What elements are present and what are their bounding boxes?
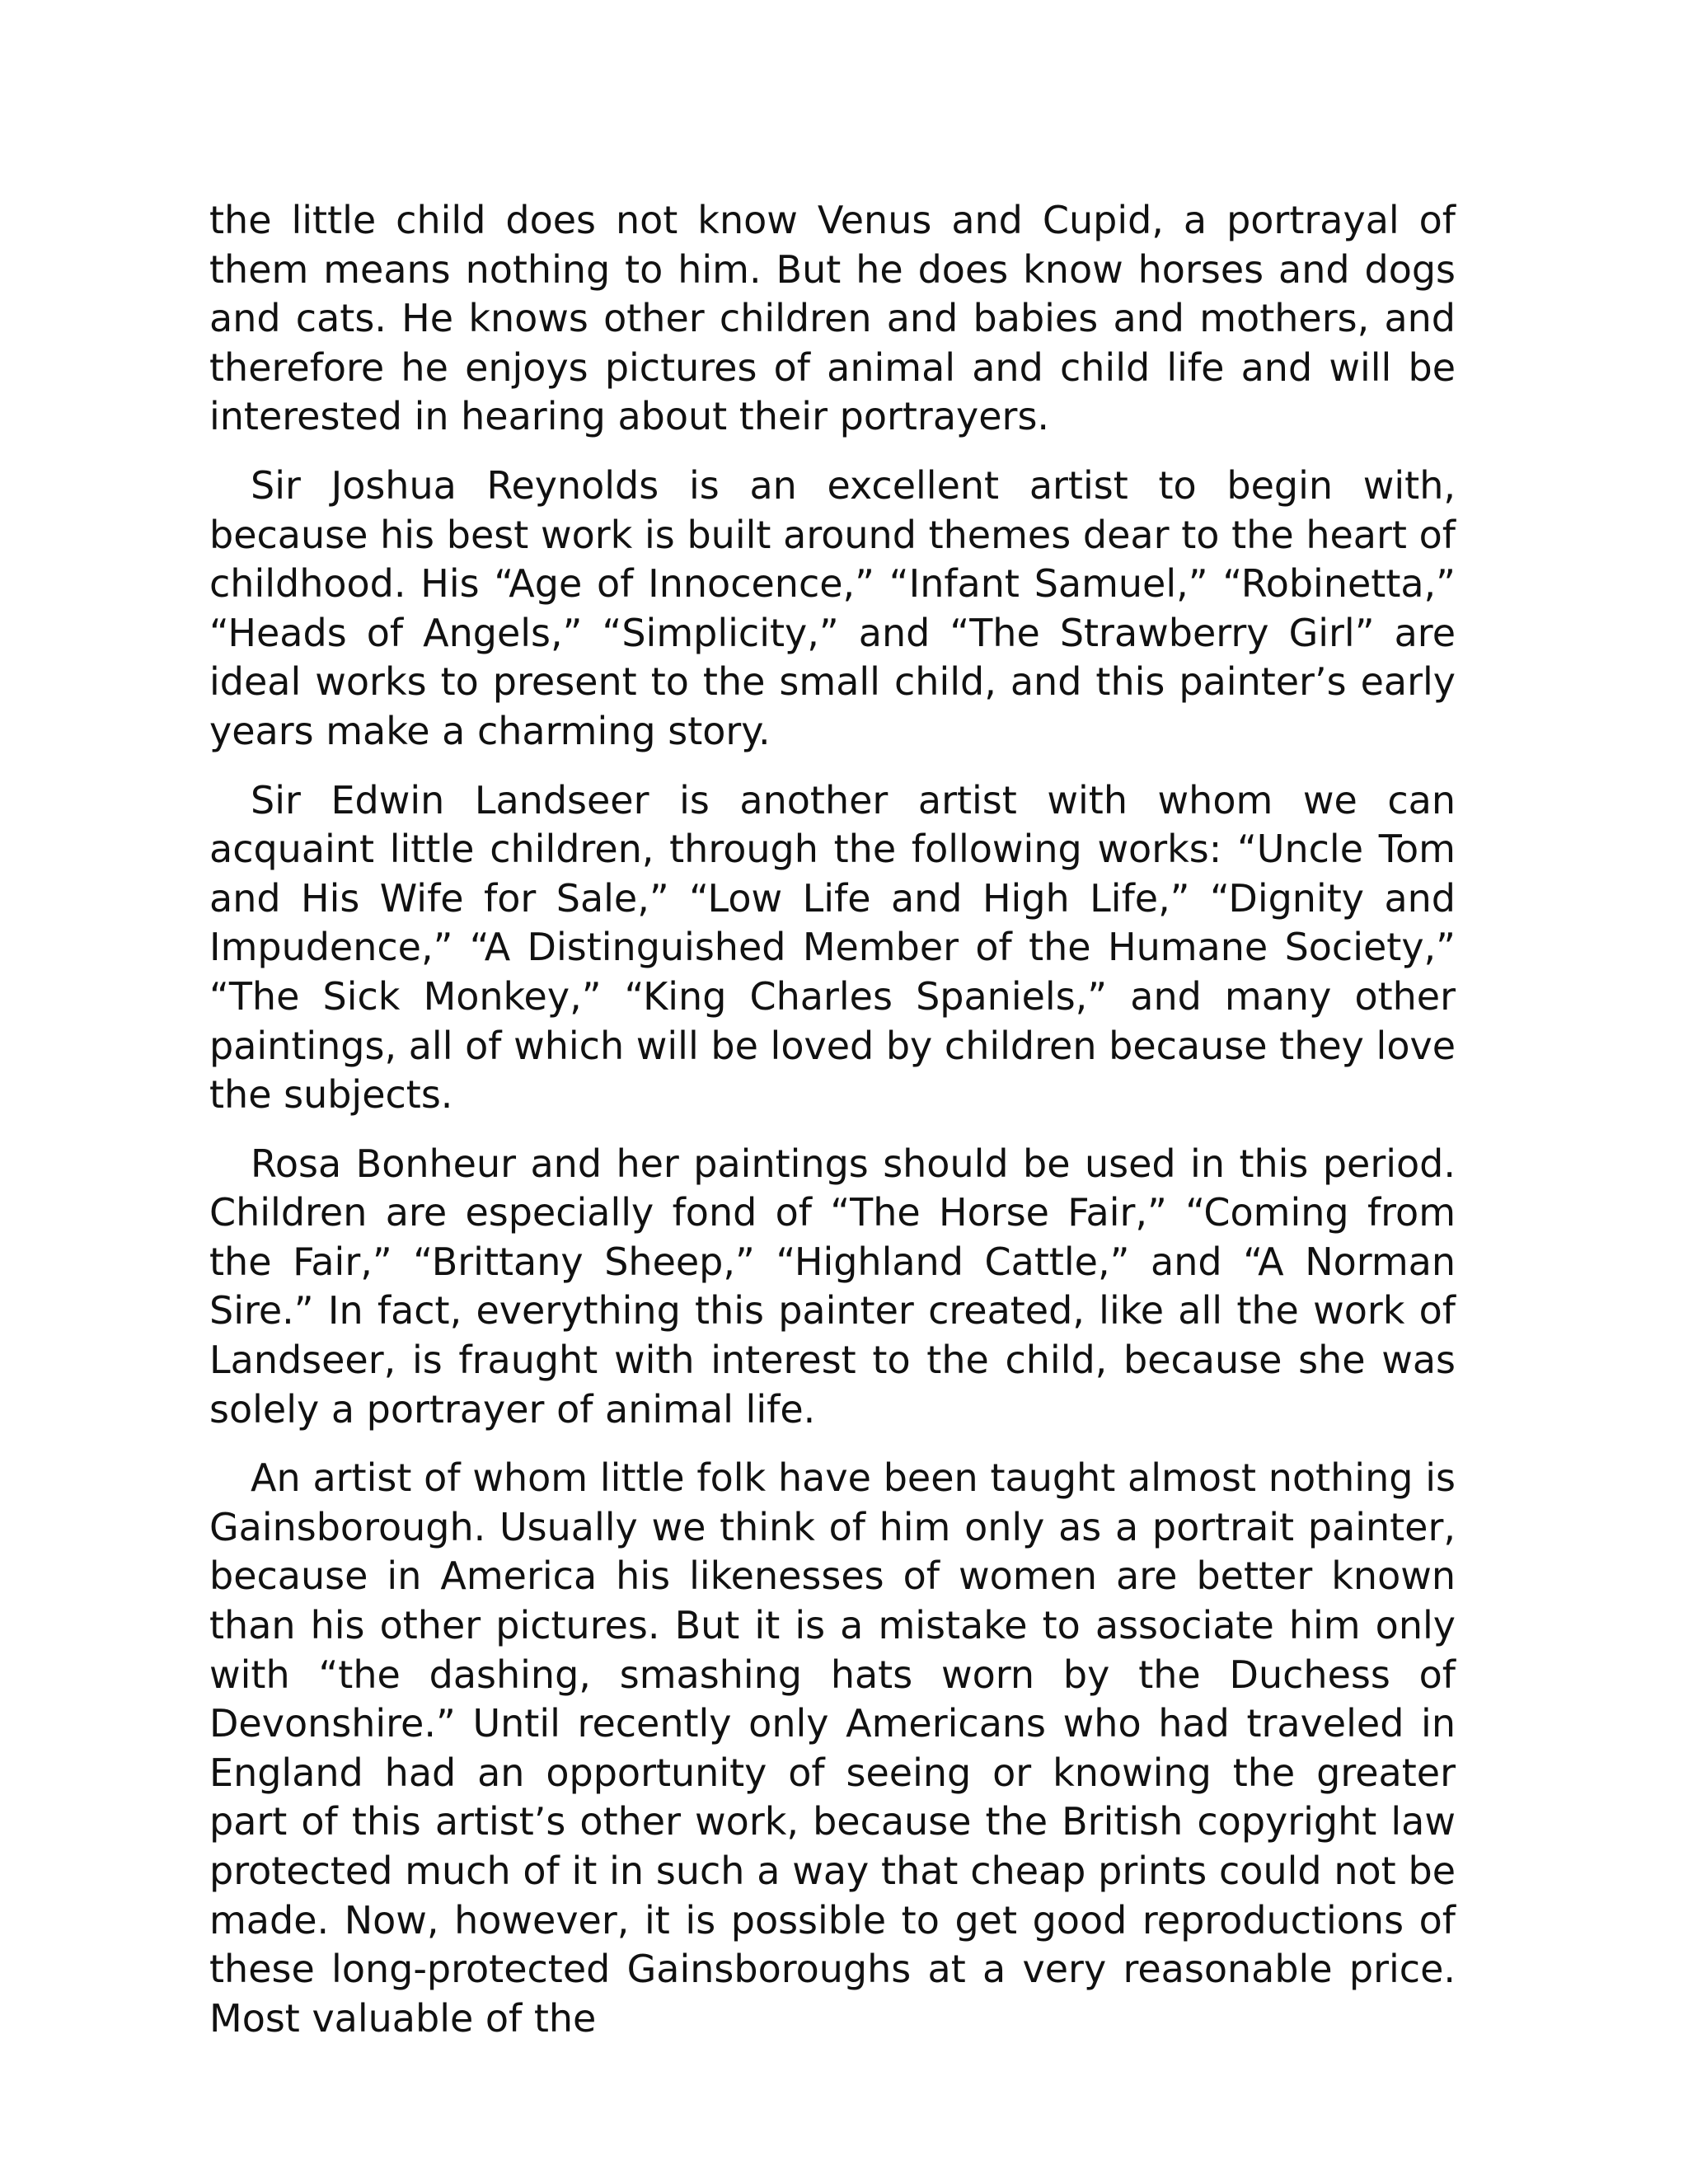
paragraph-gainsborough: An artist of whom little folk have been taught almost nothing is Gainsborough. Usually we think of him only as a portrait painter, because in America his likenesses of women are better known than his other pictures. But it is a mistake to associate him only with “the dashing, smashing hats worn by the Duchess of Devonshire.” Until recently only Americans who had traveled in England had an opportunity of seeing or knowing the greater part of this artist’s other work, because the British copyright law protected much of it in such a way that cheap prints could not be made. Now, however, it is possible to get good reproductions of these long-protected Gainsboroughs at a very reasonable price. Most valuable of the (209, 1455, 1456, 2041)
paragraph-reynolds: Sir Joshua Reynolds is an excellent artist to begin with, because his best work is built around themes dear to the heart of childhood. His “Age of Innocence,” “Infant Samuel,” “Robinetta,” “Heads of Angels,” “Simplicity,” and “The Strawberry Girl” are ideal works to present to the small child, and this painter’s early years make a charming story. (209, 462, 1456, 753)
paragraph-landseer: Sir Edwin Landseer is another artist with whom we can acquaint little children, through the following works: “Uncle Tom and His Wife for Sale,” “Low Life and High Life,” “Dignity and Impudence,” “A Distinguished Member of the Humane Society,” “The Sick Monkey,” “King Charles Spaniels,” and many other paintings, all of which will be loved by children because they love the subjects. (209, 777, 1456, 1118)
paragraph-bonheur: Rosa Bonheur and her paintings should be used in this period. Children are especially fond of “The Horse Fair,” “Coming from the Fair,” “Brittany Sheep,” “Highland Cattle,” and “A Norman Sire.” In fact, everything this painter created, like all the work of Landseer, is fraught with interest to the child, because she was solely a portrayer of animal life. (209, 1141, 1456, 1432)
paragraph-continuation: the little child does not know Venus and Cupid, a portrayal of them means nothing to him. But he does know horses and dogs and cats. He knows other children and babies and mothers, and therefore he enjoys pictures of animal and child life and will be interested in hearing about their portrayers. (209, 198, 1456, 439)
document-body (209, 196, 1456, 2063)
